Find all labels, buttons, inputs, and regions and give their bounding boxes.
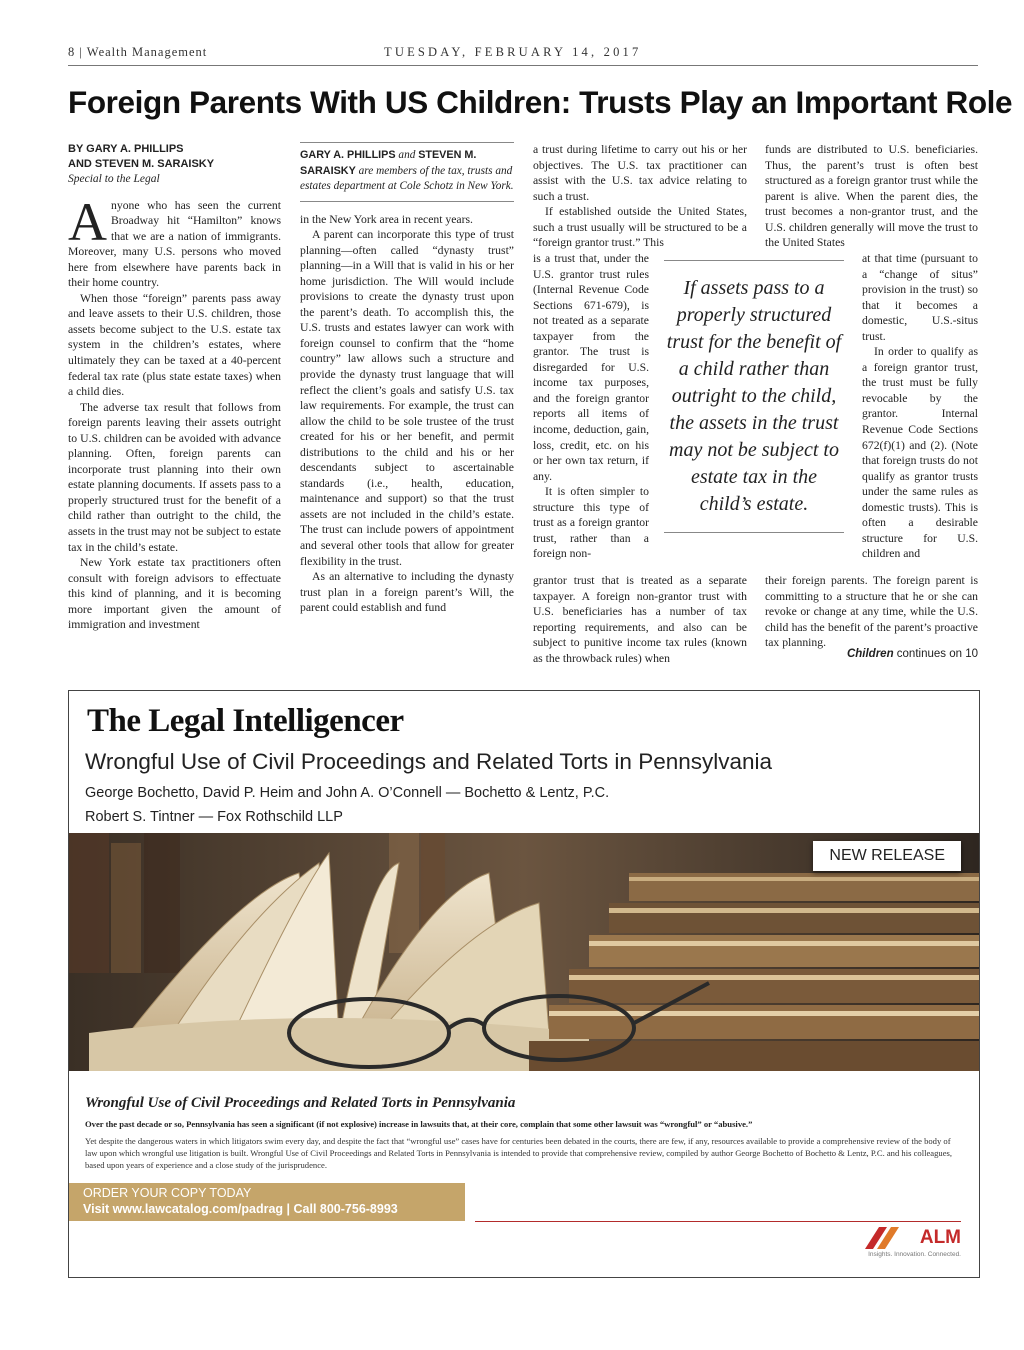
continuation-line: Children continues on 10 [846,648,978,660]
ad-authors-line-2: Robert S. Tintner — Fox Rothschild LLP [85,809,343,825]
paragraph: at that time (pursuant to a “change of situs” provision in the trust) so that it becomes a domestic, U.S.-situs trust. [862,252,978,343]
byline-line-2: AND STEVEN M. SARAISKY [68,158,215,170]
paragraph: In order to qualify as a foreign grantor trust, the trust must be fully revocable by the grantor. Internal Revenue Code Sections 672(f)(1) and (2). (Note that foreign trusts do not qualify as grantor trusts under the same rules as domestic trusts). This is often a desirable structure for U.S. children and [862,345,978,561]
paragraph: New York estate tax practitioners often consult with foreign advisors to effectuate this kind of planning, and it is becoming more important given the amount of immigration and investment [68,556,281,632]
paragraph: As an alternative to including the dynasty trust plan in a foreign parent’s Will, the parent could establish and fund [300,570,514,615]
new-release-badge: NEW RELEASE [813,841,961,871]
column-3-top [533,142,747,251]
header-rule [68,65,978,66]
column-3-bottom [533,573,747,666]
legal-intelligencer-masthead: The Legal Intelligencer [87,703,404,739]
alm-logo: ALM [919,1227,961,1248]
alm-mark-icon [865,1227,909,1249]
folio [68,45,978,65]
ad-authors-line-1: George Bochetto, David P. Heim and John A. O’Connell — Bochetto & Lentz, P.C. [85,785,610,801]
alm-logo-block [851,1227,961,1267]
paragraph: in the New York area in recent years. [300,212,473,226]
column-2 [300,142,514,616]
drop-cap: A [68,191,107,252]
section-label: 8 | Wealth Management [68,45,208,59]
paragraph: their foreign parents. The foreign parent is committing to a structure that he or she can revoke or change at any time, while the U.S. child has the benefit of the parent’s proactive tax planning. [765,574,978,650]
headline: Foreign Parents With US Children: Trusts Play an Important Role [68,84,1013,120]
books-and-glasses-photo [69,833,979,1071]
order-contact[interactable]: Visit www.lawcatalog.com/padrag | Call 800-756-8993 [83,1202,398,1216]
paragraph: It is often simpler to structure this type of trust as a foreign grantor trust, rather than a foreign non- [533,485,649,561]
column-3-mid [533,251,649,562]
paragraph: a trust during lifetime to carry out his or her objectives. The U.S. tax practitioner can assist with the U.S. tax advice relating to such a trust. [533,143,747,203]
byline [68,142,281,172]
paragraph: If established outside the United States, such a trust usually will be structured to be a “foreign grantor trust.” This [533,205,747,250]
pull-quote: If assets pass to a properly structured trust for the benefit of a child rather than outright to the child, the assets in the trust may not be subject to estate tax in the child’s estate. [664,260,844,533]
order-banner[interactable] [69,1183,465,1221]
column-4-bottom [765,573,978,651]
column-4-top [765,142,978,251]
book-title: Wrongful Use of Civil Proceedings and Related Torts in Pennsylvania [85,1095,516,1111]
advertisement [68,690,980,1278]
column-1 [68,142,281,633]
paragraph: A parent can incorporate this type of trust planning—often called “dynasty trust” planning—in a Will that is valid in his or her home jurisdiction. The Will would include provisions to create the dynasty trust upon the parent’s death. To accomplish this, the U.S. trusts and estates lawyer can work with foreign counsel to confirm that the “home country” law allows such a structure and provide the dynasty trust language that will reflect the client’s goals and satisfy U.S. tax law requirements. For example, the trust can allow the child to be sole trustee of the trust created for his or her benefit, and permit distributions to the child and his or her descendants subject to ascertainable standards (i.e., health, education, maintenance and support) so that the trust assets are not included in the child’s estate. The trust can include powers of appointment and several other tools that allow for greater flexibility in the trust. [300,228,514,568]
paragraph: funds are distributed to U.S. beneficiaries. Thus, the parent’s trust is often best structured as a foreign grantor trust while the parent is alive. When the parent dies, the trust becomes a non-grantor trust, and the U.S. children generally will move the trust to the United States [765,143,978,250]
issue-date: TUESDAY, FEBRUARY 14, 2017 [384,45,642,59]
author-bio: GARY A. PHILLIPS and STEVEN M. SARAISKY are members of the tax, trusts and estates department at Cole Schotz in New York. [300,142,514,202]
paragraph: Anyone who has seen the current Broadway hit “Hamilton” knows that we are a nation of immigrants. Moreover, many U.S. persons who moved here from elsewhere have parents back in their home country. [68,191,281,290]
paragraph: The adverse tax result that follows from foreign parents leaving their assets outright to U.S. children can be avoided with advance planning. Often, foreign parents can incorporate trust planning into their own estate planning documents. If assets pass to a properly structured trust for the benefit of a child rather than outright to the child, the assets in the trust may not be subject to estate tax in the child’s estate. [68,400,281,554]
column-4-mid [862,251,978,562]
alm-tagline: Insights. Innovation. Connected. [868,1251,961,1258]
byline-line-1: BY GARY A. PHILLIPS [68,143,184,155]
byline-affiliation: Special to the Legal [68,173,160,185]
paragraph: When those “foreign” parents pass away and leave assets to their U.S. children, those assets become subject to the U.S. estate tax system in the children’s estates, where ultimately they can be taxed at a 40-percent federal tax rate (plus state estate taxes) when a child dies. [68,291,281,399]
paragraph: is a trust that, under the U.S. grantor trust rules (Internal Revenue Code Sections 671-679), is not treated as a separate taxpayer from the grantor. The trust is disregarded for U.S. income tax purposes, and the foreign grantor reports all items of income, deduction, gain, loss, credit, etc. on his or her own tax return, if any. [533,252,649,483]
ad-title: Wrongful Use of Civil Proceedings and Related Torts in Pennsylvania [85,749,773,774]
ad-description: Yet despite the dangerous waters in which litigators swim every day, and despite the fact that “wrongful use” cases have for centuries been debated in the courts, there are few, if any, resources available to provide a comprehensive review of the body of law upon which wrongful use litigation is built. Wrongful Use of Civil Proceedings and Related Torts in Pennsylvania is intended to provide that comprehensive review, compiled by author George Bochetto of Bochetto & Lentz, P.C. and his colleagues, based upon years of experience and a close study of the jurisprudence. [85,1136,953,1170]
order-heading: ORDER YOUR COPY TODAY [83,1186,252,1200]
paragraph: grantor trust that is treated as a separate taxpayer. A foreign non-grantor trust with U.S. beneficiaries has a number of tax reporting requirements, and also can be subject to punitive income tax rules (known as the throwback rules) when [533,574,747,665]
ad-lead-text: Over the past decade or so, Pennsylvania has seen a significant (if not explosive) increase in lawsuits that, at their core, complain that some other lawsuit was “wrongful” or “abusive.” [85,1119,753,1129]
ad-divider [475,1221,961,1222]
